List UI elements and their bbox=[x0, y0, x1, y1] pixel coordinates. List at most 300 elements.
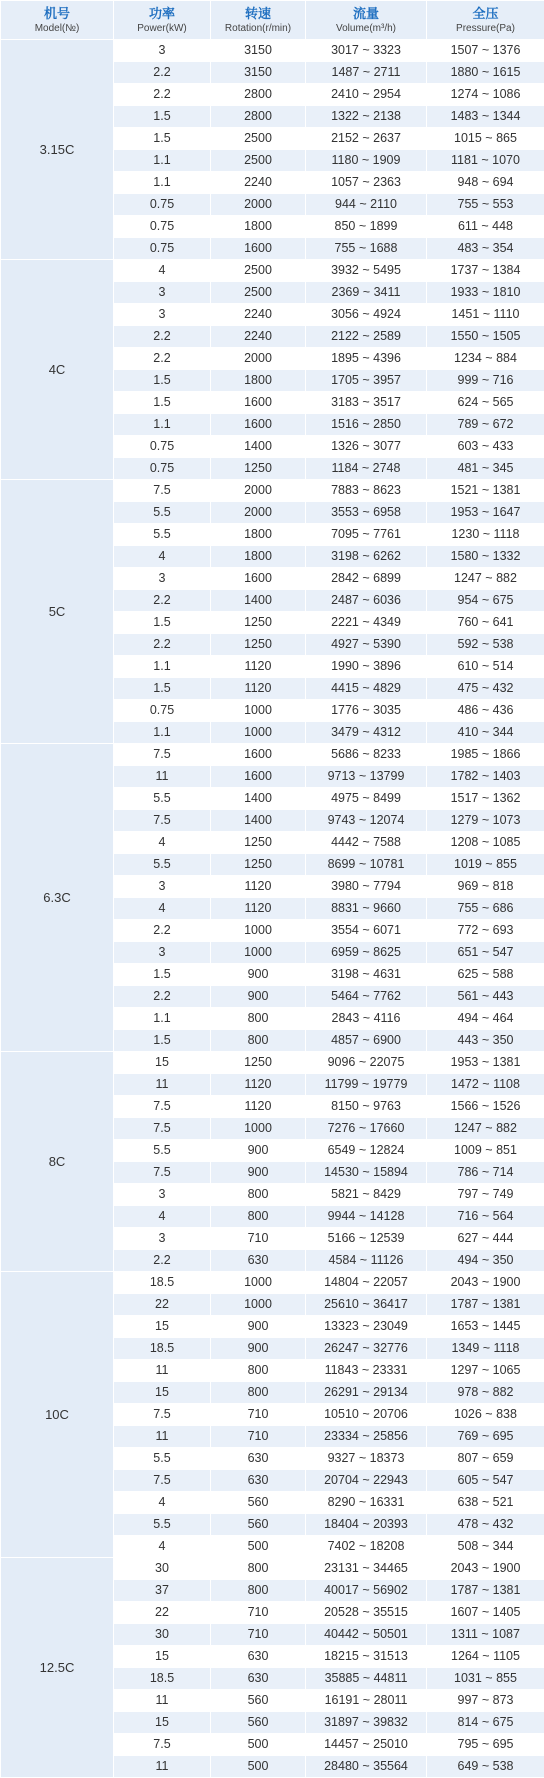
rotation-cell: 1600 bbox=[211, 238, 306, 260]
power-cell: 3 bbox=[114, 282, 211, 304]
volume-cell: 6959 ~ 8625 bbox=[306, 942, 427, 964]
rotation-cell: 1000 bbox=[211, 1294, 306, 1316]
rotation-cell: 1800 bbox=[211, 370, 306, 392]
pressure-cell: 1550 ~ 1505 bbox=[427, 326, 544, 348]
pressure-cell: 2043 ~ 1900 bbox=[427, 1558, 544, 1580]
table-row bbox=[1, 480, 544, 502]
pressure-cell: 475 ~ 432 bbox=[427, 678, 544, 700]
pressure-cell: 627 ~ 444 bbox=[427, 1228, 544, 1250]
volume-cell: 2410 ~ 2954 bbox=[306, 84, 427, 106]
table-row bbox=[1, 260, 544, 282]
pressure-cell: 1566 ~ 1526 bbox=[427, 1096, 544, 1118]
volume-cell: 5166 ~ 12539 bbox=[306, 1228, 427, 1250]
volume-cell: 28480 ~ 35564 bbox=[306, 1756, 427, 1778]
pressure-cell: 1026 ~ 838 bbox=[427, 1404, 544, 1426]
table-row bbox=[1, 1558, 544, 1580]
volume-cell: 1705 ~ 3957 bbox=[306, 370, 427, 392]
rotation-cell: 1800 bbox=[211, 216, 306, 238]
volume-cell: 8699 ~ 10781 bbox=[306, 854, 427, 876]
pressure-cell: 1607 ~ 1405 bbox=[427, 1602, 544, 1624]
volume-cell: 8290 ~ 16331 bbox=[306, 1492, 427, 1514]
rotation-cell: 1250 bbox=[211, 854, 306, 876]
pressure-cell: 649 ~ 538 bbox=[427, 1756, 544, 1778]
power-cell: 0.75 bbox=[114, 700, 211, 722]
volume-cell: 3056 ~ 4924 bbox=[306, 304, 427, 326]
volume-cell: 23334 ~ 25856 bbox=[306, 1426, 427, 1448]
volume-cell: 13323 ~ 23049 bbox=[306, 1316, 427, 1338]
volume-cell: 10510 ~ 20706 bbox=[306, 1404, 427, 1426]
power-cell: 7.5 bbox=[114, 1162, 211, 1184]
power-cell: 7.5 bbox=[114, 1734, 211, 1756]
volume-cell: 35885 ~ 44811 bbox=[306, 1668, 427, 1690]
rotation-cell: 2500 bbox=[211, 260, 306, 282]
power-cell: 2.2 bbox=[114, 634, 211, 656]
power-cell: 11 bbox=[114, 1756, 211, 1778]
rotation-cell: 2240 bbox=[211, 326, 306, 348]
pressure-cell: 494 ~ 464 bbox=[427, 1008, 544, 1030]
power-cell: 2.2 bbox=[114, 84, 211, 106]
pressure-cell: 625 ~ 588 bbox=[427, 964, 544, 986]
power-cell: 1.1 bbox=[114, 656, 211, 678]
pressure-cell: 1737 ~ 1384 bbox=[427, 260, 544, 282]
power-cell: 0.75 bbox=[114, 436, 211, 458]
pressure-cell: 1247 ~ 882 bbox=[427, 1118, 544, 1140]
rotation-cell: 630 bbox=[211, 1646, 306, 1668]
col-header-power-en: Power(kW) bbox=[114, 22, 210, 35]
col-header-model-zh: 机号 bbox=[1, 6, 113, 22]
power-cell: 5.5 bbox=[114, 1140, 211, 1162]
volume-cell: 9743 ~ 12074 bbox=[306, 810, 427, 832]
pressure-cell: 1031 ~ 855 bbox=[427, 1668, 544, 1690]
model-cell: 8C bbox=[1, 1052, 114, 1272]
rotation-cell: 1250 bbox=[211, 634, 306, 656]
pressure-cell: 1349 ~ 1118 bbox=[427, 1338, 544, 1360]
pressure-cell: 1230 ~ 1118 bbox=[427, 524, 544, 546]
pressure-cell: 1015 ~ 865 bbox=[427, 128, 544, 150]
volume-cell: 944 ~ 2110 bbox=[306, 194, 427, 216]
model-cell: 12.5C bbox=[1, 1558, 114, 1778]
volume-cell: 3198 ~ 6262 bbox=[306, 546, 427, 568]
rotation-cell: 1800 bbox=[211, 524, 306, 546]
pressure-cell: 786 ~ 714 bbox=[427, 1162, 544, 1184]
power-cell: 1.5 bbox=[114, 612, 211, 634]
pressure-cell: 610 ~ 514 bbox=[427, 656, 544, 678]
power-cell: 1.1 bbox=[114, 150, 211, 172]
table-row bbox=[1, 744, 544, 766]
rotation-cell: 630 bbox=[211, 1470, 306, 1492]
pressure-cell: 1933 ~ 1810 bbox=[427, 282, 544, 304]
power-cell: 2.2 bbox=[114, 590, 211, 612]
table-body bbox=[1, 40, 544, 1778]
col-header-power bbox=[114, 1, 211, 40]
power-cell: 1.5 bbox=[114, 678, 211, 700]
rotation-cell: 1120 bbox=[211, 898, 306, 920]
rotation-cell: 800 bbox=[211, 1558, 306, 1580]
volume-cell: 9327 ~ 18373 bbox=[306, 1448, 427, 1470]
col-header-pressure bbox=[427, 1, 544, 40]
rotation-cell: 560 bbox=[211, 1690, 306, 1712]
pressure-cell: 443 ~ 350 bbox=[427, 1030, 544, 1052]
pressure-cell: 1279 ~ 1073 bbox=[427, 810, 544, 832]
pressure-cell: 807 ~ 659 bbox=[427, 1448, 544, 1470]
volume-cell: 18404 ~ 20393 bbox=[306, 1514, 427, 1536]
rotation-cell: 2800 bbox=[211, 106, 306, 128]
pressure-cell: 755 ~ 686 bbox=[427, 898, 544, 920]
pressure-cell: 2043 ~ 1900 bbox=[427, 1272, 544, 1294]
rotation-cell: 1600 bbox=[211, 392, 306, 414]
power-cell: 4 bbox=[114, 546, 211, 568]
volume-cell: 755 ~ 1688 bbox=[306, 238, 427, 260]
volume-cell: 1776 ~ 3035 bbox=[306, 700, 427, 722]
volume-cell: 2843 ~ 4116 bbox=[306, 1008, 427, 1030]
table-row bbox=[1, 40, 544, 62]
power-cell: 2.2 bbox=[114, 920, 211, 942]
volume-cell: 1990 ~ 3896 bbox=[306, 656, 427, 678]
volume-cell: 1487 ~ 2711 bbox=[306, 62, 427, 84]
rotation-cell: 2000 bbox=[211, 348, 306, 370]
pressure-cell: 1653 ~ 1445 bbox=[427, 1316, 544, 1338]
power-cell: 2.2 bbox=[114, 1250, 211, 1272]
volume-cell: 4927 ~ 5390 bbox=[306, 634, 427, 656]
volume-cell: 9096 ~ 22075 bbox=[306, 1052, 427, 1074]
pressure-cell: 624 ~ 565 bbox=[427, 392, 544, 414]
rotation-cell: 2800 bbox=[211, 84, 306, 106]
volume-cell: 4857 ~ 6900 bbox=[306, 1030, 427, 1052]
rotation-cell: 1120 bbox=[211, 656, 306, 678]
power-cell: 18.5 bbox=[114, 1668, 211, 1690]
volume-cell: 4415 ~ 4829 bbox=[306, 678, 427, 700]
rotation-cell: 1600 bbox=[211, 744, 306, 766]
volume-cell: 40017 ~ 56902 bbox=[306, 1580, 427, 1602]
volume-cell: 16191 ~ 28011 bbox=[306, 1690, 427, 1712]
power-cell: 11 bbox=[114, 1426, 211, 1448]
volume-cell: 850 ~ 1899 bbox=[306, 216, 427, 238]
rotation-cell: 1120 bbox=[211, 1074, 306, 1096]
pressure-cell: 478 ~ 432 bbox=[427, 1514, 544, 1536]
rotation-cell: 630 bbox=[211, 1448, 306, 1470]
pressure-cell: 948 ~ 694 bbox=[427, 172, 544, 194]
rotation-cell: 900 bbox=[211, 986, 306, 1008]
model-cell: 4C bbox=[1, 260, 114, 480]
power-cell: 15 bbox=[114, 1382, 211, 1404]
volume-cell: 20704 ~ 22943 bbox=[306, 1470, 427, 1492]
rotation-cell: 710 bbox=[211, 1404, 306, 1426]
power-cell: 37 bbox=[114, 1580, 211, 1602]
pressure-cell: 561 ~ 443 bbox=[427, 986, 544, 1008]
pressure-cell: 1019 ~ 855 bbox=[427, 854, 544, 876]
pressure-cell: 508 ~ 344 bbox=[427, 1536, 544, 1558]
volume-cell: 9713 ~ 13799 bbox=[306, 766, 427, 788]
rotation-cell: 1600 bbox=[211, 568, 306, 590]
power-cell: 0.75 bbox=[114, 238, 211, 260]
pressure-cell: 969 ~ 818 bbox=[427, 876, 544, 898]
rotation-cell: 1120 bbox=[211, 678, 306, 700]
volume-cell: 5686 ~ 8233 bbox=[306, 744, 427, 766]
power-cell: 15 bbox=[114, 1646, 211, 1668]
power-cell: 0.75 bbox=[114, 194, 211, 216]
volume-cell: 18215 ~ 31513 bbox=[306, 1646, 427, 1668]
rotation-cell: 800 bbox=[211, 1382, 306, 1404]
volume-cell: 3553 ~ 6958 bbox=[306, 502, 427, 524]
power-cell: 1.5 bbox=[114, 128, 211, 150]
pressure-cell: 789 ~ 672 bbox=[427, 414, 544, 436]
volume-cell: 26247 ~ 32776 bbox=[306, 1338, 427, 1360]
rotation-cell: 630 bbox=[211, 1668, 306, 1690]
volume-cell: 2369 ~ 3411 bbox=[306, 282, 427, 304]
rotation-cell: 1120 bbox=[211, 1096, 306, 1118]
power-cell: 1.1 bbox=[114, 414, 211, 436]
pressure-cell: 1208 ~ 1085 bbox=[427, 832, 544, 854]
volume-cell: 11799 ~ 19779 bbox=[306, 1074, 427, 1096]
rotation-cell: 710 bbox=[211, 1602, 306, 1624]
volume-cell: 1326 ~ 3077 bbox=[306, 436, 427, 458]
volume-cell: 2152 ~ 2637 bbox=[306, 128, 427, 150]
power-cell: 3 bbox=[114, 568, 211, 590]
pressure-cell: 1985 ~ 1866 bbox=[427, 744, 544, 766]
power-cell: 18.5 bbox=[114, 1272, 211, 1294]
power-cell: 4 bbox=[114, 832, 211, 854]
rotation-cell: 710 bbox=[211, 1426, 306, 1448]
pressure-cell: 1472 ~ 1108 bbox=[427, 1074, 544, 1096]
rotation-cell: 1250 bbox=[211, 612, 306, 634]
volume-cell: 6549 ~ 12824 bbox=[306, 1140, 427, 1162]
volume-cell: 7402 ~ 18208 bbox=[306, 1536, 427, 1558]
volume-cell: 2487 ~ 6036 bbox=[306, 590, 427, 612]
volume-cell: 2221 ~ 4349 bbox=[306, 612, 427, 634]
power-cell: 1.5 bbox=[114, 370, 211, 392]
model-cell: 6.3C bbox=[1, 744, 114, 1052]
rotation-cell: 1000 bbox=[211, 920, 306, 942]
rotation-cell: 3150 bbox=[211, 62, 306, 84]
pressure-cell: 954 ~ 675 bbox=[427, 590, 544, 612]
rotation-cell: 560 bbox=[211, 1492, 306, 1514]
rotation-cell: 1400 bbox=[211, 590, 306, 612]
volume-cell: 3479 ~ 4312 bbox=[306, 722, 427, 744]
pressure-cell: 410 ~ 344 bbox=[427, 722, 544, 744]
model-cell: 10C bbox=[1, 1272, 114, 1558]
volume-cell: 11843 ~ 23331 bbox=[306, 1360, 427, 1382]
rotation-cell: 1000 bbox=[211, 1118, 306, 1140]
rotation-cell: 800 bbox=[211, 1580, 306, 1602]
rotation-cell: 1250 bbox=[211, 458, 306, 480]
pressure-cell: 1297 ~ 1065 bbox=[427, 1360, 544, 1382]
pressure-cell: 1521 ~ 1381 bbox=[427, 480, 544, 502]
power-cell: 30 bbox=[114, 1624, 211, 1646]
rotation-cell: 1400 bbox=[211, 810, 306, 832]
pressure-cell: 1311 ~ 1087 bbox=[427, 1624, 544, 1646]
volume-cell: 1322 ~ 2138 bbox=[306, 106, 427, 128]
power-cell: 1.1 bbox=[114, 172, 211, 194]
pressure-cell: 999 ~ 716 bbox=[427, 370, 544, 392]
power-cell: 22 bbox=[114, 1294, 211, 1316]
pressure-cell: 1953 ~ 1647 bbox=[427, 502, 544, 524]
header-row bbox=[1, 1, 544, 40]
rotation-cell: 560 bbox=[211, 1712, 306, 1734]
rotation-cell: 1250 bbox=[211, 832, 306, 854]
rotation-cell: 1600 bbox=[211, 414, 306, 436]
col-header-pressure-zh: 全压 bbox=[427, 6, 544, 22]
rotation-cell: 2240 bbox=[211, 172, 306, 194]
volume-cell: 3554 ~ 6071 bbox=[306, 920, 427, 942]
volume-cell: 3932 ~ 5495 bbox=[306, 260, 427, 282]
pressure-cell: 795 ~ 695 bbox=[427, 1734, 544, 1756]
rotation-cell: 500 bbox=[211, 1536, 306, 1558]
power-cell: 4 bbox=[114, 1492, 211, 1514]
pressure-cell: 1880 ~ 1615 bbox=[427, 62, 544, 84]
power-cell: 7.5 bbox=[114, 1404, 211, 1426]
power-cell: 1.5 bbox=[114, 1030, 211, 1052]
rotation-cell: 1400 bbox=[211, 788, 306, 810]
rotation-cell: 2000 bbox=[211, 502, 306, 524]
power-cell: 1.1 bbox=[114, 1008, 211, 1030]
volume-cell: 3017 ~ 3323 bbox=[306, 40, 427, 62]
volume-cell: 25610 ~ 36417 bbox=[306, 1294, 427, 1316]
power-cell: 7.5 bbox=[114, 1470, 211, 1492]
table-row bbox=[1, 1272, 544, 1294]
pressure-cell: 772 ~ 693 bbox=[427, 920, 544, 942]
pressure-cell: 755 ~ 553 bbox=[427, 194, 544, 216]
power-cell: 30 bbox=[114, 1558, 211, 1580]
volume-cell: 5464 ~ 7762 bbox=[306, 986, 427, 1008]
pressure-cell: 651 ~ 547 bbox=[427, 942, 544, 964]
pressure-cell: 1234 ~ 884 bbox=[427, 348, 544, 370]
volume-cell: 4975 ~ 8499 bbox=[306, 788, 427, 810]
pressure-cell: 978 ~ 882 bbox=[427, 1382, 544, 1404]
power-cell: 5.5 bbox=[114, 502, 211, 524]
pressure-cell: 1483 ~ 1344 bbox=[427, 106, 544, 128]
col-header-model bbox=[1, 1, 114, 40]
pressure-cell: 486 ~ 436 bbox=[427, 700, 544, 722]
volume-cell: 23131 ~ 34465 bbox=[306, 1558, 427, 1580]
volume-cell: 7883 ~ 8623 bbox=[306, 480, 427, 502]
pressure-cell: 1451 ~ 1110 bbox=[427, 304, 544, 326]
volume-cell: 8150 ~ 9763 bbox=[306, 1096, 427, 1118]
rotation-cell: 800 bbox=[211, 1360, 306, 1382]
volume-cell: 1057 ~ 2363 bbox=[306, 172, 427, 194]
rotation-cell: 800 bbox=[211, 1030, 306, 1052]
pressure-cell: 592 ~ 538 bbox=[427, 634, 544, 656]
pressure-cell: 483 ~ 354 bbox=[427, 238, 544, 260]
rotation-cell: 710 bbox=[211, 1228, 306, 1250]
pressure-cell: 716 ~ 564 bbox=[427, 1206, 544, 1228]
model-cell: 5C bbox=[1, 480, 114, 744]
col-header-volume bbox=[306, 1, 427, 40]
rotation-cell: 2500 bbox=[211, 150, 306, 172]
volume-cell: 2122 ~ 2589 bbox=[306, 326, 427, 348]
pressure-cell: 603 ~ 433 bbox=[427, 436, 544, 458]
power-cell: 3 bbox=[114, 1184, 211, 1206]
rotation-cell: 1400 bbox=[211, 436, 306, 458]
power-cell: 4 bbox=[114, 1206, 211, 1228]
pressure-cell: 1782 ~ 1403 bbox=[427, 766, 544, 788]
power-cell: 1.5 bbox=[114, 106, 211, 128]
power-cell: 11 bbox=[114, 766, 211, 788]
table-header bbox=[1, 1, 544, 40]
rotation-cell: 710 bbox=[211, 1624, 306, 1646]
col-header-volume-zh: 流量 bbox=[306, 6, 426, 22]
power-cell: 7.5 bbox=[114, 810, 211, 832]
pressure-cell: 997 ~ 873 bbox=[427, 1690, 544, 1712]
volume-cell: 3980 ~ 7794 bbox=[306, 876, 427, 898]
power-cell: 2.2 bbox=[114, 326, 211, 348]
rotation-cell: 2500 bbox=[211, 282, 306, 304]
rotation-cell: 900 bbox=[211, 1316, 306, 1338]
volume-cell: 7276 ~ 17660 bbox=[306, 1118, 427, 1140]
col-header-model-en: Model(№) bbox=[1, 22, 113, 35]
pressure-cell: 1181 ~ 1070 bbox=[427, 150, 544, 172]
power-cell: 7.5 bbox=[114, 744, 211, 766]
rotation-cell: 900 bbox=[211, 1162, 306, 1184]
col-header-volume-en: Volume(m³/h) bbox=[306, 22, 426, 35]
pressure-cell: 481 ~ 345 bbox=[427, 458, 544, 480]
pressure-cell: 638 ~ 521 bbox=[427, 1492, 544, 1514]
power-cell: 7.5 bbox=[114, 480, 211, 502]
power-cell: 15 bbox=[114, 1712, 211, 1734]
rotation-cell: 1250 bbox=[211, 1052, 306, 1074]
rotation-cell: 2000 bbox=[211, 480, 306, 502]
pressure-cell: 1580 ~ 1332 bbox=[427, 546, 544, 568]
rotation-cell: 2500 bbox=[211, 128, 306, 150]
volume-cell: 4442 ~ 7588 bbox=[306, 832, 427, 854]
rotation-cell: 800 bbox=[211, 1206, 306, 1228]
power-cell: 5.5 bbox=[114, 1448, 211, 1470]
volume-cell: 3198 ~ 4631 bbox=[306, 964, 427, 986]
pressure-cell: 1507 ~ 1376 bbox=[427, 40, 544, 62]
volume-cell: 2842 ~ 6899 bbox=[306, 568, 427, 590]
power-cell: 2.2 bbox=[114, 986, 211, 1008]
power-cell: 1.1 bbox=[114, 722, 211, 744]
power-cell: 0.75 bbox=[114, 458, 211, 480]
volume-cell: 8831 ~ 9660 bbox=[306, 898, 427, 920]
volume-cell: 1895 ~ 4396 bbox=[306, 348, 427, 370]
power-cell: 0.75 bbox=[114, 216, 211, 238]
volume-cell: 5821 ~ 8429 bbox=[306, 1184, 427, 1206]
rotation-cell: 1000 bbox=[211, 1272, 306, 1294]
power-cell: 5.5 bbox=[114, 524, 211, 546]
power-cell: 3 bbox=[114, 942, 211, 964]
power-cell: 3 bbox=[114, 40, 211, 62]
volume-cell: 20528 ~ 35515 bbox=[306, 1602, 427, 1624]
volume-cell: 26291 ~ 29134 bbox=[306, 1382, 427, 1404]
col-header-rotation-en: Rotation(r/min) bbox=[211, 22, 305, 35]
rotation-cell: 1000 bbox=[211, 942, 306, 964]
volume-cell: 14457 ~ 25010 bbox=[306, 1734, 427, 1756]
volume-cell: 1184 ~ 2748 bbox=[306, 458, 427, 480]
power-cell: 3 bbox=[114, 876, 211, 898]
volume-cell: 9944 ~ 14128 bbox=[306, 1206, 427, 1228]
col-header-rotation-zh: 转速 bbox=[211, 6, 305, 22]
power-cell: 1.5 bbox=[114, 392, 211, 414]
volume-cell: 1180 ~ 1909 bbox=[306, 150, 427, 172]
pressure-cell: 1953 ~ 1381 bbox=[427, 1052, 544, 1074]
volume-cell: 14804 ~ 22057 bbox=[306, 1272, 427, 1294]
pressure-cell: 1274 ~ 1086 bbox=[427, 84, 544, 106]
volume-cell: 7095 ~ 7761 bbox=[306, 524, 427, 546]
volume-cell: 4584 ~ 11126 bbox=[306, 1250, 427, 1272]
rotation-cell: 560 bbox=[211, 1514, 306, 1536]
volume-cell: 31897 ~ 39832 bbox=[306, 1712, 427, 1734]
model-cell: 3.15C bbox=[1, 40, 114, 260]
rotation-cell: 2240 bbox=[211, 304, 306, 326]
power-cell: 1.5 bbox=[114, 964, 211, 986]
power-cell: 2.2 bbox=[114, 348, 211, 370]
power-cell: 11 bbox=[114, 1360, 211, 1382]
pressure-cell: 1787 ~ 1381 bbox=[427, 1294, 544, 1316]
power-cell: 4 bbox=[114, 1536, 211, 1558]
power-cell: 11 bbox=[114, 1690, 211, 1712]
power-cell: 2.2 bbox=[114, 62, 211, 84]
pressure-cell: 814 ~ 675 bbox=[427, 1712, 544, 1734]
